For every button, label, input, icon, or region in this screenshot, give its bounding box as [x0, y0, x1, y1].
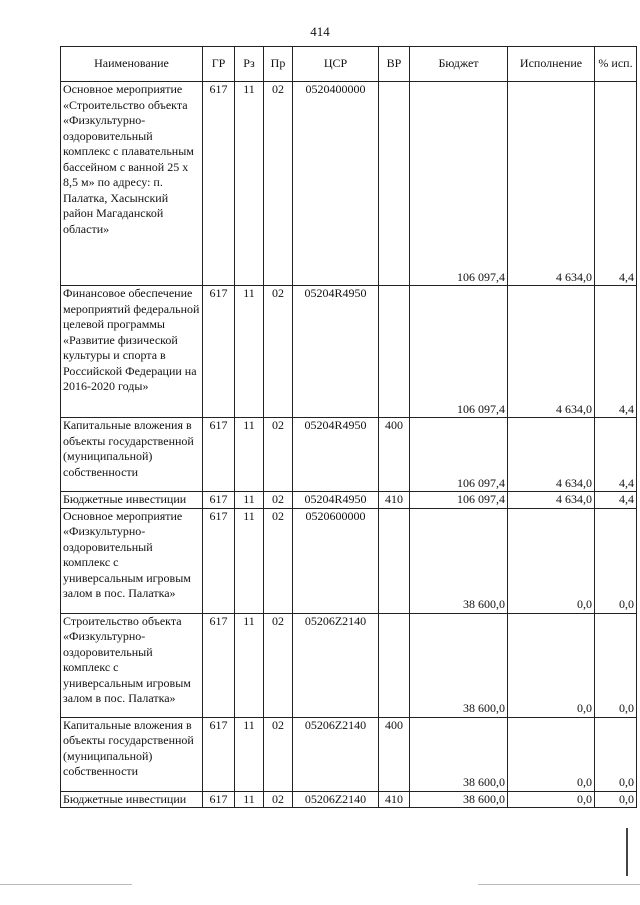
cell-budget: 106 097,4	[410, 286, 508, 418]
cell-budget: 106 097,4	[410, 82, 508, 286]
cell-budget: 38 600,0	[410, 717, 508, 791]
cell-vr	[379, 613, 410, 717]
table-row	[61, 791, 637, 808]
cell-vr: 410	[379, 492, 410, 509]
cell-budget: 106 097,4	[410, 418, 508, 492]
cell-csr: 05204R4950	[293, 492, 379, 509]
table-row	[61, 508, 637, 613]
cell-pr: 02	[264, 82, 293, 286]
cell-rz: 11	[235, 492, 264, 509]
cell-rz: 11	[235, 508, 264, 613]
col-header-pr: Пр	[264, 47, 293, 82]
cell-gr: 617	[203, 717, 235, 791]
footer-scan-line-right	[478, 884, 640, 885]
footer-scan-line-left	[0, 884, 132, 885]
cell-pr: 02	[264, 717, 293, 791]
cell-name: Строительство объекта «Физкультурно-оздоровительный комплекс с универсальным игровым залом в пос. Палатка»	[61, 613, 203, 717]
cell-execution: 0,0	[508, 791, 595, 808]
cell-execution: 0,0	[508, 508, 595, 613]
cell-vr	[379, 508, 410, 613]
cell-execution: 4 634,0	[508, 286, 595, 418]
cell-rz: 11	[235, 791, 264, 808]
cell-name: Капитальные вложения в объекты государственной (муниципальной) собственности	[61, 717, 203, 791]
cell-gr: 617	[203, 613, 235, 717]
cell-pct: 0,0	[595, 508, 637, 613]
cell-pr: 02	[264, 613, 293, 717]
cell-csr: 05204R4950	[293, 286, 379, 418]
col-header-execution: Исполнение	[508, 47, 595, 82]
cell-vr: 400	[379, 717, 410, 791]
cell-pct: 0,0	[595, 613, 637, 717]
cell-csr: 05206Z2140	[293, 791, 379, 808]
table-row	[61, 418, 637, 492]
cell-execution: 0,0	[508, 613, 595, 717]
cell-vr	[379, 286, 410, 418]
cell-csr: 0520600000	[293, 508, 379, 613]
cell-name: Бюджетные инвестиции	[61, 791, 203, 808]
cell-rz: 11	[235, 82, 264, 286]
cell-pr: 02	[264, 791, 293, 808]
col-header-rz: Рз	[235, 47, 264, 82]
cell-pct: 0,0	[595, 791, 637, 808]
cell-pr: 02	[264, 492, 293, 509]
col-header-pct: % исп.	[595, 47, 637, 82]
cell-pr: 02	[264, 286, 293, 418]
cell-execution: 0,0	[508, 717, 595, 791]
table-header-row	[61, 47, 637, 82]
cell-gr: 617	[203, 82, 235, 286]
budget-table	[60, 46, 637, 808]
cell-gr: 617	[203, 418, 235, 492]
cell-pct: 4,4	[595, 418, 637, 492]
margin-edge-mark	[626, 828, 628, 876]
col-header-vr: ВР	[379, 47, 410, 82]
cell-pr: 02	[264, 508, 293, 613]
cell-rz: 11	[235, 286, 264, 418]
cell-pct: 4,4	[595, 492, 637, 509]
col-header-csr: ЦСР	[293, 47, 379, 82]
cell-vr: 400	[379, 418, 410, 492]
cell-csr: 05206Z2140	[293, 613, 379, 717]
table-row	[61, 286, 637, 418]
cell-gr: 617	[203, 286, 235, 418]
cell-budget: 38 600,0	[410, 791, 508, 808]
table-row	[61, 82, 637, 286]
cell-csr: 05204R4950	[293, 418, 379, 492]
table-row	[61, 613, 637, 717]
cell-pct: 4,4	[595, 82, 637, 286]
cell-execution: 4 634,0	[508, 492, 595, 509]
cell-rz: 11	[235, 418, 264, 492]
cell-budget: 38 600,0	[410, 613, 508, 717]
col-header-gr: ГР	[203, 47, 235, 82]
cell-pr: 02	[264, 418, 293, 492]
cell-gr: 617	[203, 791, 235, 808]
cell-name: Капитальные вложения в объекты государственной (муниципальной) собственности	[61, 418, 203, 492]
page-number: 414	[310, 24, 330, 39]
cell-name: Бюджетные инвестиции	[61, 492, 203, 509]
cell-name: Основное мероприятие «Физкультурно-оздоровительный комплекс с универсальным игровым залом в пос. Палатка»	[61, 508, 203, 613]
cell-execution: 4 634,0	[508, 82, 595, 286]
cell-vr	[379, 82, 410, 286]
cell-pct: 4,4	[595, 286, 637, 418]
cell-csr: 0520400000	[293, 82, 379, 286]
cell-rz: 11	[235, 717, 264, 791]
table-row	[61, 717, 637, 791]
cell-budget: 106 097,4	[410, 492, 508, 509]
cell-gr: 617	[203, 492, 235, 509]
col-header-name: Наименование	[61, 47, 203, 82]
cell-gr: 617	[203, 508, 235, 613]
cell-csr: 05206Z2140	[293, 717, 379, 791]
cell-name: Финансовое обеспечение мероприятий федеральной целевой программы «Развитие физической культуры и спорта в Российской Федерации на 2016-2020 годы»	[61, 286, 203, 418]
cell-rz: 11	[235, 613, 264, 717]
cell-budget: 38 600,0	[410, 508, 508, 613]
cell-vr: 410	[379, 791, 410, 808]
cell-execution: 4 634,0	[508, 418, 595, 492]
col-header-budget: Бюджет	[410, 47, 508, 82]
table-row	[61, 492, 637, 509]
cell-name: Основное мероприятие «Строительство объекта «Физкультурно-оздоровительный комплекс с плавательным бассейном с ванной 25 х 8,5 м» по адресу: п. Палатка, Хасынский район Магаданской области»	[61, 82, 203, 286]
cell-pct: 0,0	[595, 717, 637, 791]
